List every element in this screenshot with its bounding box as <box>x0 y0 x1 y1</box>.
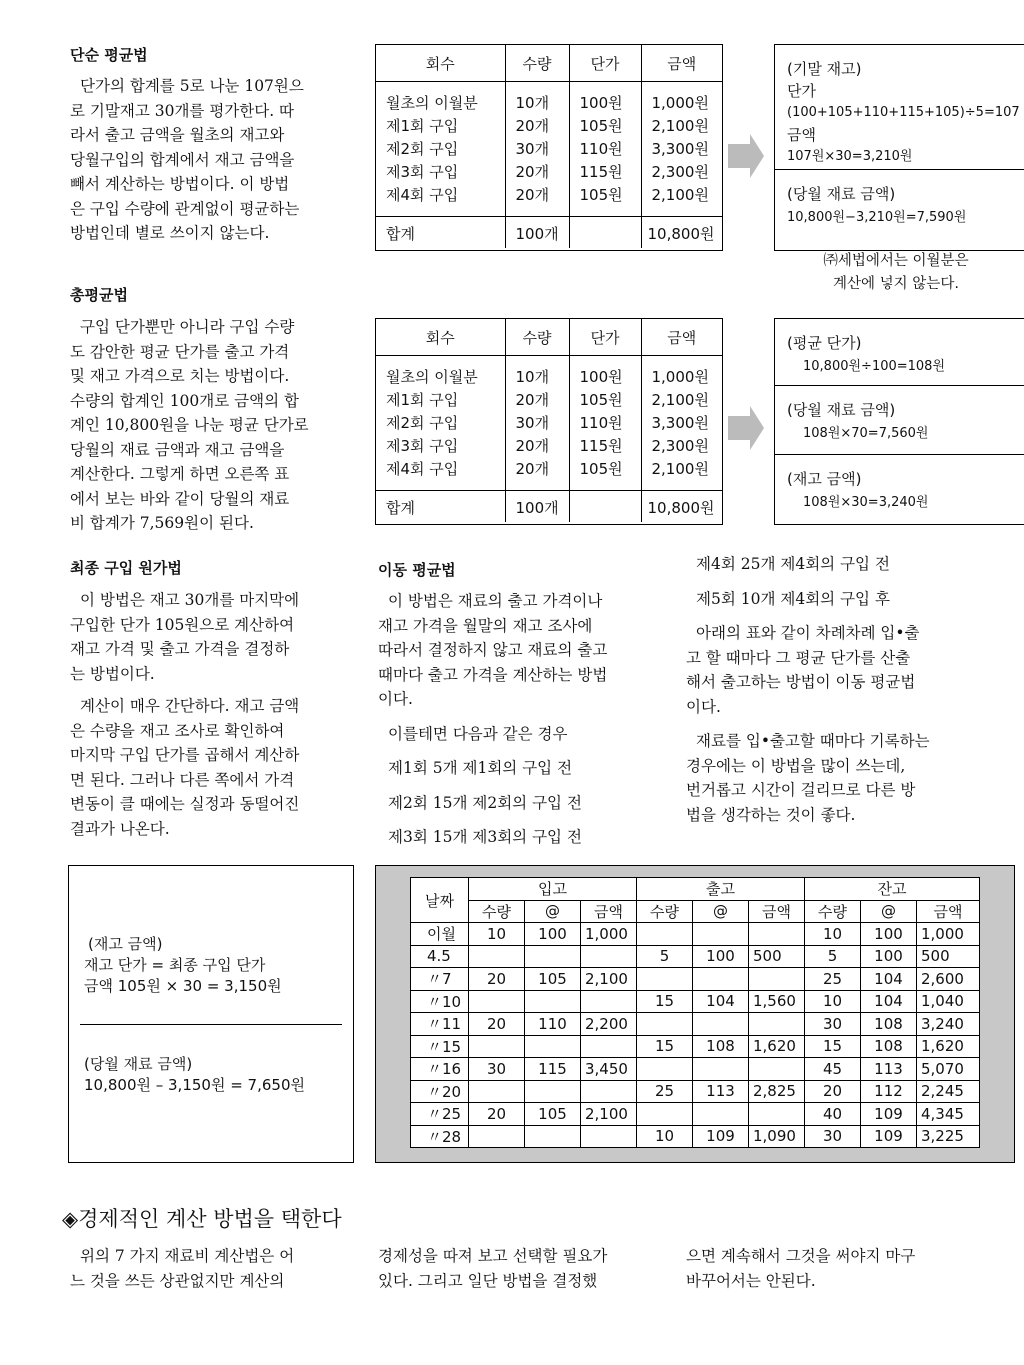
purchase-table <box>376 45 722 248</box>
arrow-right-icon <box>728 406 764 450</box>
total-amount: 10,800원 <box>641 490 722 522</box>
ledger-cell: 108 <box>693 1035 749 1058</box>
ledger-panel <box>375 865 1015 1163</box>
para-line: 따라서 결정하지 않고 재료의 출고 <box>378 641 608 659</box>
economic-col-1 <box>70 1244 360 1293</box>
amount-column <box>641 355 722 490</box>
ledger-cell: 1,620 <box>749 1035 805 1058</box>
result-line: 금액 <box>787 126 816 144</box>
para-line: 비 합계가 7,569원이 된다. <box>70 514 254 532</box>
total-price <box>569 490 641 522</box>
table-cell: 2,100원 <box>651 390 709 409</box>
ledger-cell <box>749 923 805 946</box>
ledger-cell: 30 <box>805 1013 861 1036</box>
ledger-cell: 1,620 <box>917 1035 980 1058</box>
ledger-cell <box>469 945 525 968</box>
para-line: 은 구입 수량에 관계없이 평균하는 <box>70 199 300 218</box>
example-line: 제5회 10개 제4회의 구입 후 <box>696 589 890 608</box>
total-qty: 100개 <box>505 216 569 248</box>
ledger-cell: 112 <box>861 1080 917 1103</box>
ledger-cell <box>525 1125 581 1148</box>
ledger-cell: 1,000 <box>917 923 980 946</box>
ledger-cell: 15 <box>637 990 693 1013</box>
result-line: 단가 <box>787 82 816 100</box>
table-cell: 115원 <box>579 436 623 455</box>
para-line: 으면 계속해서 그것을 써야지 마구 <box>686 1247 916 1265</box>
ledger-cell <box>525 1035 581 1058</box>
ledger-cell: 1,000 <box>581 923 637 946</box>
final-purchase-paragraph <box>70 588 360 841</box>
table-cell: 20개 <box>515 116 550 135</box>
table-cell: 20개 <box>515 459 550 478</box>
result-line: 재고 단가 = 최종 구입 단가 <box>84 956 266 974</box>
ledger-cell: 104 <box>861 990 917 1013</box>
table-cell: 115원 <box>579 162 623 181</box>
para-line: 해서 출고하는 방법이 이동 평균법 <box>686 673 916 691</box>
result-line: 107원×30=3,210원 <box>787 149 913 164</box>
ending-inventory-section <box>775 45 1024 169</box>
para-line: 느 것을 쓰든 상관없지만 계산의 <box>70 1271 285 1290</box>
ledger-cell: 20 <box>469 968 525 991</box>
ledger-cell: 100 <box>525 923 581 946</box>
ledger-date-cell: 〃10 <box>411 990 469 1013</box>
ledger-cell <box>693 1013 749 1036</box>
result-line: 금액 105원 × 30 = 3,150원 <box>84 977 282 995</box>
para-line: 은 수량을 재고 조사로 확인하여 <box>70 721 285 740</box>
ledger-cell <box>693 968 749 991</box>
section-title: (재고 금액) <box>787 470 862 488</box>
table-cell: 제2회 구입 <box>386 413 459 432</box>
ledger-cell: 108 <box>861 1035 917 1058</box>
table-cell: 제3회 구입 <box>386 162 459 181</box>
table-cell: 100원 <box>579 367 623 386</box>
material-cost-section <box>775 169 1024 230</box>
example-line: 제1회 5개 제1회의 구입 전 <box>388 759 573 777</box>
table-cell: 월초의 이월분 <box>386 367 478 386</box>
para-line: 이다. <box>686 697 721 716</box>
ledger-cell: 105 <box>525 968 581 991</box>
ledger-date-cell: 〃25 <box>411 1103 469 1126</box>
para-line: 및 재고 가격으로 치는 방법이다. <box>70 367 290 385</box>
total-average-paragraph <box>70 315 360 536</box>
para-line: 빼서 계산하는 방법이다. 이 방법 <box>70 175 290 193</box>
col-header: 단가 <box>569 319 641 355</box>
table-cell: 20개 <box>515 185 550 204</box>
ledger-cell: 3,240 <box>917 1013 980 1036</box>
purchase-table-simple <box>375 44 723 251</box>
ledger-cell: 20 <box>805 1080 861 1103</box>
ledger-cell <box>749 968 805 991</box>
example-line: 제4회 25개 제4회의 구입 전 <box>696 555 890 573</box>
para-line: 계산이 매우 간단하다. 재고 금액 <box>80 697 300 715</box>
section-title: (평균 단가) <box>787 334 862 352</box>
col-header: 단가 <box>569 45 641 81</box>
ledger-row <box>411 1058 980 1081</box>
table-cell: 20개 <box>515 436 550 455</box>
ledger-cell: 5,070 <box>917 1058 980 1081</box>
purchase-table <box>376 319 722 522</box>
ledger-cell: 45 <box>805 1058 861 1081</box>
ledger-cell: 1,040 <box>917 990 980 1013</box>
ledger-cell: 5 <box>805 945 861 968</box>
ledger-cell: 104 <box>861 968 917 991</box>
para-line: 단가의 합계를 5로 나눈 107원으 <box>80 77 304 95</box>
para-line: 마지막 구입 단가를 곱해서 계산하 <box>70 746 300 764</box>
ledger-cell <box>469 1125 525 1148</box>
ledger-cell <box>469 990 525 1013</box>
result-line: 10,800원−3,210원=7,590원 <box>787 210 967 225</box>
ledger-body <box>411 923 980 1148</box>
para-line: 면 된다. 그러나 다른 쪽에서 가격 <box>70 770 295 789</box>
ledger-cell: 4,345 <box>917 1103 980 1126</box>
ledger-row <box>411 968 980 991</box>
ledger-cell: 500 <box>749 945 805 968</box>
ledger-cell <box>693 1058 749 1081</box>
heading-simple-average: 단순 평균법 <box>70 46 148 64</box>
ledger-cell <box>581 945 637 968</box>
ledger-cell: 110 <box>525 1013 581 1036</box>
total-average-result-box <box>774 318 1024 525</box>
ledger-cell: 109 <box>861 1125 917 1148</box>
ledger-cell <box>525 945 581 968</box>
heading-final-purchase: 최종 구입 원가법 <box>70 559 182 577</box>
para-line: 방법인데 별로 쓰이지 않는다. <box>70 224 270 242</box>
para-line: 이 방법은 재고 30개를 마지막에 <box>80 591 300 609</box>
table-cell: 제3회 구입 <box>386 436 459 455</box>
sub-header: 수량 <box>637 900 693 923</box>
table-cell: 1,000원 <box>651 93 709 112</box>
ledger-date-cell: 〃11 <box>411 1013 469 1036</box>
section-title-economic: ◈경제적인 계산 방법을 택한다 <box>62 1207 342 1231</box>
example-intro: 이를테면 다음과 같은 경우 <box>388 724 568 743</box>
col-header: 금액 <box>641 45 722 81</box>
ledger-cell <box>749 1103 805 1126</box>
result-line: 108원×70=7,560원 <box>803 426 929 441</box>
ledger-date-cell: 이월 <box>411 923 469 946</box>
para-line: 번거롭고 시간이 걸리므로 다른 방 <box>686 781 916 799</box>
table-cell: 30개 <box>515 413 550 432</box>
simple-average-paragraph <box>70 74 360 246</box>
table-cell: 105원 <box>579 116 623 135</box>
sub-header: 금액 <box>749 900 805 923</box>
table-cell: 100원 <box>579 93 623 112</box>
price-column <box>569 81 641 216</box>
ledger-cell: 10 <box>469 923 525 946</box>
ledger-cell: 30 <box>805 1125 861 1148</box>
ledger-row <box>411 1080 980 1103</box>
table-cell: 20개 <box>515 390 550 409</box>
amount-column <box>641 81 722 216</box>
label-column <box>376 81 505 216</box>
ledger-cell: 25 <box>637 1080 693 1103</box>
table-cell: 제1회 구입 <box>386 116 459 135</box>
economic-col-2 <box>378 1244 678 1293</box>
table-cell: 제4회 구입 <box>386 459 459 478</box>
ledger-row <box>411 990 980 1013</box>
material-cost-section <box>775 385 1024 454</box>
section-title: (당월 재료 금액) <box>787 401 896 419</box>
ledger-date-cell: 4.5 <box>411 945 469 968</box>
ledger-cell <box>525 1080 581 1103</box>
sub-header: @ <box>861 900 917 923</box>
para-line: 재료를 입•출고할 때마다 기록하는 <box>696 732 930 750</box>
ledger-cell: 100 <box>861 923 917 946</box>
ledger-cell <box>581 1080 637 1103</box>
ledger-row <box>411 923 980 946</box>
para-line: 아래의 표와 같이 차례차례 입•출 <box>696 624 920 642</box>
ledger-cell: 2,100 <box>581 968 637 991</box>
ledger-cell: 105 <box>525 1103 581 1126</box>
material-cost-section <box>84 1054 305 1096</box>
table-cell: 10개 <box>515 367 550 386</box>
ledger-cell: 109 <box>861 1103 917 1126</box>
total-price <box>569 216 641 248</box>
purchase-table-total <box>375 318 723 525</box>
ledger-cell: 104 <box>693 990 749 1013</box>
ledger-date-cell: 〃7 <box>411 968 469 991</box>
section-title: (당월 재료 금액) <box>787 185 896 203</box>
ledger-cell: 2,600 <box>917 968 980 991</box>
ledger-cell: 40 <box>805 1103 861 1126</box>
ledger-row <box>411 1013 980 1036</box>
ledger-cell <box>637 923 693 946</box>
ledger-date-cell: 〃15 <box>411 1035 469 1058</box>
ledger-cell: 20 <box>469 1103 525 1126</box>
ledger-row <box>411 1125 980 1148</box>
total-amount: 10,800원 <box>641 216 722 248</box>
note-line: ㈜세법에서는 이월분은 <box>823 253 969 269</box>
ledger-cell <box>525 990 581 1013</box>
date-header: 날짜 <box>411 878 469 923</box>
ledger-date-cell: 〃20 <box>411 1080 469 1103</box>
ledger-cell: 3,450 <box>581 1058 637 1081</box>
para-line: 변동이 클 때에는 실정과 동떨어진 <box>70 795 300 813</box>
result-line: 108원×30=3,240원 <box>803 495 929 510</box>
ledger-cell <box>637 1013 693 1036</box>
section-title: (기말 재고) <box>787 60 862 78</box>
price-column <box>569 355 641 490</box>
ledger-cell: 10 <box>637 1125 693 1148</box>
table-cell: 105원 <box>579 459 623 478</box>
ledger-cell: 100 <box>693 945 749 968</box>
table-cell: 제1회 구입 <box>386 390 459 409</box>
total-label: 합계 <box>386 224 415 243</box>
table-cell: 1,000원 <box>651 367 709 386</box>
sub-header: 수량 <box>805 900 861 923</box>
para-line: 재고 가격 및 출고 가격을 결정하 <box>70 640 290 658</box>
para-line: 계산한다. 그렇게 하면 오른쪽 표 <box>70 465 290 483</box>
para-line: 법을 생각하는 것이 좋다. <box>686 805 856 824</box>
table-cell: 10개 <box>515 93 550 112</box>
ledger-cell: 5 <box>637 945 693 968</box>
para-line: 에서 보는 바와 같이 당월의 재료 <box>70 489 290 508</box>
table-cell: 2,100원 <box>651 459 709 478</box>
para-line: 바꾸어서는 안된다. <box>686 1271 816 1290</box>
heading-total-average: 총평균법 <box>70 286 128 304</box>
ledger-cell: 113 <box>693 1080 749 1103</box>
economic-col-3 <box>686 1244 986 1293</box>
ledger-cell: 100 <box>861 945 917 968</box>
ledger-cell <box>749 1013 805 1036</box>
label-column <box>376 355 505 490</box>
ledger-cell: 25 <box>805 968 861 991</box>
example-line: 제2회 15개 제2회의 구입 전 <box>388 793 582 812</box>
ledger-cell: 2,825 <box>749 1080 805 1103</box>
qty-column <box>505 81 569 216</box>
average-price-section <box>775 319 1024 385</box>
ledger-cell: 113 <box>861 1058 917 1081</box>
table-cell: 30개 <box>515 139 550 158</box>
ledger-cell: 1,560 <box>749 990 805 1013</box>
para-line: 때마다 출고 가격을 계산하는 방법 <box>378 665 608 684</box>
ledger-cell <box>693 1103 749 1126</box>
table-cell: 2,300원 <box>651 162 709 181</box>
sub-header: 금액 <box>917 900 980 923</box>
moving-average-paragraph-continued <box>686 552 976 827</box>
ledger-cell: 1,090 <box>749 1125 805 1148</box>
total-qty: 100개 <box>505 490 569 522</box>
ledger-cell: 115 <box>525 1058 581 1081</box>
ledger-row <box>411 1103 980 1126</box>
col-header: 회수 <box>376 319 505 355</box>
ledger-cell: 3,225 <box>917 1125 980 1148</box>
table-cell: 3,300원 <box>651 413 709 432</box>
para-line: 는 방법이다. <box>70 664 155 683</box>
ledger-row <box>411 1035 980 1058</box>
ledger-cell <box>637 968 693 991</box>
col-header: 수량 <box>505 45 569 81</box>
ledger-cell: 15 <box>805 1035 861 1058</box>
para-line: 경우에는 이 방법을 많이 쓰는데, <box>686 756 906 775</box>
table-cell: 제2회 구입 <box>386 139 459 158</box>
table-cell: 105원 <box>579 185 623 204</box>
ledger-date-cell: 〃16 <box>411 1058 469 1081</box>
table-cell: 제4회 구입 <box>386 185 459 204</box>
final-purchase-result-box <box>68 865 354 1163</box>
heading-moving-average: 이동 평균법 <box>378 561 456 579</box>
para-line: 라서 출고 금액을 월초의 재고와 <box>70 126 285 144</box>
result-line: 10,800원÷100=108원 <box>803 359 946 374</box>
ledger-cell <box>637 1103 693 1126</box>
table-cell: 20개 <box>515 162 550 181</box>
section-title: (당월 재료 금액) <box>84 1055 193 1073</box>
ledger-cell <box>637 1058 693 1081</box>
ledger-cell: 2,100 <box>581 1103 637 1126</box>
para-line: 당월의 재료 금액과 재고 금액을 <box>70 440 285 459</box>
note-line: 계산에 넣지 않는다. <box>833 276 959 292</box>
para-line: 구입한 단가 105원으로 계산하여 <box>70 615 295 634</box>
ledger-cell <box>469 1035 525 1058</box>
group-header-out: 출고 <box>637 878 805 901</box>
ledger-cell: 2,245 <box>917 1080 980 1103</box>
example-line: 제3회 15개 제3회의 구입 전 <box>388 828 582 846</box>
para-line: 있다. 그리고 일단 방법을 결정했 <box>378 1271 598 1290</box>
table-cell: 월초의 이월분 <box>386 93 478 112</box>
total-label: 합계 <box>386 498 415 517</box>
para-line: 경제성을 따져 보고 선택할 필요가 <box>378 1247 608 1265</box>
col-header: 수량 <box>505 319 569 355</box>
para-line: 재고 가격을 월말의 재고 조사에 <box>378 616 593 635</box>
col-header: 금액 <box>641 319 722 355</box>
ledger-cell: 2,200 <box>581 1013 637 1036</box>
para-line: 이 방법은 재료의 출고 가격이나 <box>388 592 603 610</box>
table-cell: 2,100원 <box>651 116 709 135</box>
ledger-cell: 109 <box>693 1125 749 1148</box>
inventory-amount-section <box>775 454 1024 515</box>
table-cell: 110원 <box>579 139 623 158</box>
ledger-cell: 108 <box>861 1013 917 1036</box>
table-cell: 110원 <box>579 413 623 432</box>
ledger-cell <box>693 923 749 946</box>
group-header-in: 입고 <box>469 878 637 901</box>
sub-header: 금액 <box>581 900 637 923</box>
divider <box>80 1024 342 1025</box>
simple-average-result-box <box>774 44 1024 251</box>
ledger-cell: 10 <box>805 923 861 946</box>
section-title: (재고 금액) <box>88 935 163 953</box>
table-cell: 3,300원 <box>651 139 709 158</box>
group-header-balance: 잔고 <box>805 878 980 901</box>
sub-header: 수량 <box>469 900 525 923</box>
ledger-row <box>411 945 980 968</box>
arrow-right-icon <box>728 134 764 178</box>
inventory-amount-section <box>84 934 282 997</box>
qty-column <box>505 355 569 490</box>
table-cell: 105원 <box>579 390 623 409</box>
result-line: (100+105+110+115+105)÷5=107 <box>787 105 1020 120</box>
para-line: 결과가 나온다. <box>70 819 170 838</box>
para-line: 고 할 때마다 그 평균 단가를 산출 <box>686 648 911 667</box>
tax-note <box>796 250 996 296</box>
ledger-cell <box>749 1058 805 1081</box>
ledger-cell: 20 <box>469 1013 525 1036</box>
moving-average-ledger <box>410 877 980 1148</box>
sub-header: @ <box>693 900 749 923</box>
ledger-date-cell: 〃28 <box>411 1125 469 1148</box>
result-line: 10,800원 – 3,150원 = 7,650원 <box>84 1076 305 1094</box>
para-line: 계인 10,800원을 나눈 평균 단가로 <box>70 416 309 434</box>
table-cell: 2,100원 <box>651 185 709 204</box>
para-line: 이다. <box>378 690 413 708</box>
sub-header: @ <box>525 900 581 923</box>
para-line: 수량의 합계인 100개로 금액의 합 <box>70 391 299 410</box>
col-header: 회수 <box>376 45 505 81</box>
para-line: 로 기말재고 30개를 평가한다. 따 <box>70 101 295 120</box>
ledger-cell: 10 <box>805 990 861 1013</box>
ledger-cell <box>581 1125 637 1148</box>
para-line: 위의 7 가지 재료비 계산법은 어 <box>80 1247 295 1265</box>
para-line: 당월구입의 합계에서 재고 금액을 <box>70 150 295 169</box>
ledger-cell: 30 <box>469 1058 525 1081</box>
table-cell: 2,300원 <box>651 436 709 455</box>
ledger-cell <box>581 990 637 1013</box>
ledger-cell: 500 <box>917 945 980 968</box>
moving-average-paragraph <box>378 589 668 850</box>
ledger-cell <box>581 1035 637 1058</box>
ledger-cell <box>469 1080 525 1103</box>
para-line: 도 감안한 평균 단가를 출고 가격 <box>70 342 290 361</box>
ledger-cell: 15 <box>637 1035 693 1058</box>
para-line: 구입 단가뿐만 아니라 구입 수량 <box>80 318 295 336</box>
